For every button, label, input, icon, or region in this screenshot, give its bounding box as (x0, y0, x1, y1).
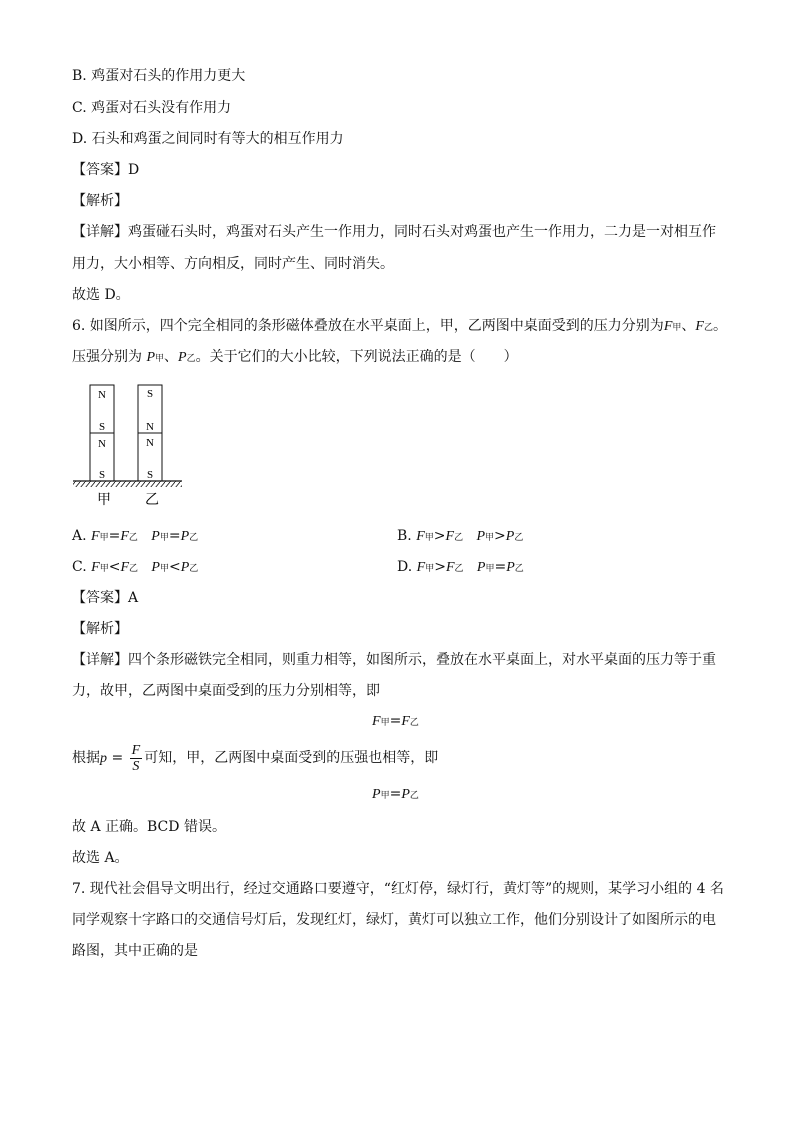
relation: > (434, 559, 446, 575)
answer-tag: 【答案】 (72, 162, 128, 178)
pole-right-top-upper: S (146, 388, 154, 400)
subscript-jia: 甲 (424, 533, 434, 543)
fraction-numerator: F (131, 742, 141, 758)
option-c-q6 (72, 557, 198, 579)
relation: = (389, 786, 402, 802)
option-label: A. (72, 528, 87, 544)
symbol-f: F (120, 560, 129, 575)
pressure-formula-line (72, 738, 438, 779)
separator: 、 (681, 318, 696, 334)
relation: < (108, 559, 121, 575)
table-hatch (73, 481, 182, 487)
answer-value: A (128, 590, 139, 606)
subscript-yi: 乙 (514, 533, 524, 543)
detail-tag: 【详解】 (72, 224, 128, 240)
symbol-f: F (401, 714, 410, 729)
q6-stem-line-1 (72, 316, 727, 338)
answer-line (72, 160, 139, 180)
relation: < (168, 559, 181, 575)
pole-left-top-upper: N (98, 389, 106, 401)
symbol-f: F (445, 529, 455, 544)
formula-suffix: 可知，甲，乙两图中桌面受到的压强也相等，即 (144, 750, 439, 766)
symbol-f: F (372, 714, 381, 729)
detail-text: 四个条形磁铁完全相同，则重力相等，如图所示，叠放在水平桌面上，对水平桌面的压力等于重 (128, 652, 716, 668)
symbol-p: P (180, 529, 190, 544)
relation: = (108, 528, 121, 544)
detail-tag: 【详解】 (72, 652, 128, 668)
symbol-p: P (151, 529, 160, 544)
q6-detail-line-2: 力，故甲，乙两图中桌面受到的压力分别相等，即 (72, 683, 380, 699)
relation: = (494, 559, 507, 575)
subscript-yi: 乙 (409, 718, 419, 728)
symbol-f: F (120, 529, 129, 544)
pole-right-bottom-upper: N (146, 437, 154, 449)
subscript-jia: 甲 (380, 791, 390, 801)
subscript-jia: 甲 (99, 564, 109, 574)
detail-text: 鸡蛋碰石头时，鸡蛋对石头产生一作用力，同时石头对鸡蛋也产生一作用力，二力是一对相互作 (128, 224, 716, 240)
symbol-p: P (476, 529, 486, 544)
label-yi: 乙 (145, 493, 159, 508)
q7-line-1: 7. 现代社会倡导文明出行，经过交通路口要遵守，“红灯停，绿灯行，黄灯等”的规则，某学习小组的 4 名 (72, 881, 724, 897)
symbol-p: P (372, 787, 381, 802)
answer-value: D (128, 162, 140, 178)
subscript-yi: 乙 (129, 564, 139, 574)
relation: > (494, 528, 506, 544)
option-label: C. (72, 559, 87, 575)
option-b-q6 (397, 526, 523, 548)
analysis-tag: 【解析】 (72, 193, 128, 209)
symbol-f: F (663, 319, 673, 334)
symbol-p: P (146, 350, 156, 365)
symbol-f: F (91, 560, 100, 575)
option-b: B. 鸡蛋对石头的作用力更大 (72, 68, 246, 84)
symbol-p: P (506, 560, 515, 575)
pole-left-top-lower: S (98, 421, 106, 433)
pole-right-bottom-lower: S (146, 469, 154, 481)
magnets-figure (70, 380, 190, 510)
pole-left-bottom-lower: S (98, 469, 106, 481)
q6-stem-text: 压强分别为 (72, 349, 142, 365)
separator: 、 (164, 349, 179, 365)
subscript-yi: 乙 (514, 564, 524, 574)
subscript-jia: 甲 (425, 564, 435, 574)
q6-analysis-tag: 【解析】 (72, 621, 128, 637)
subscript-yi: 乙 (409, 791, 419, 801)
label-jia: 甲 (97, 493, 111, 508)
equation-force (372, 713, 419, 730)
equation-pressure (372, 786, 419, 803)
subscript-jia: 甲 (672, 323, 682, 333)
subscript-yi: 乙 (189, 564, 199, 574)
subscript-yi: 乙 (128, 533, 138, 543)
conclusion: 故选 D。 (72, 287, 130, 303)
fraction-denominator: S (132, 758, 140, 774)
subscript-yi: 乙 (189, 533, 199, 543)
period: 。 (712, 318, 727, 334)
subscript-yi: 乙 (454, 564, 464, 574)
symbol-p: P (505, 529, 515, 544)
subscript-jia: 甲 (485, 533, 495, 543)
relation: = (389, 713, 402, 729)
pole-right-top-lower: N (146, 421, 154, 433)
option-c: C. 鸡蛋对石头没有作用力 (72, 100, 232, 116)
formula-prefix: 根据 (72, 750, 100, 766)
subscript-jia: 甲 (159, 564, 169, 574)
subscript-jia: 甲 (380, 718, 390, 728)
symbol-p: P (476, 560, 486, 575)
symbol-f: F (416, 560, 426, 575)
relation: > (433, 528, 446, 544)
subscript-jia: 甲 (159, 533, 169, 543)
subscript-jia: 甲 (485, 564, 495, 574)
option-label: B. (397, 528, 412, 544)
relation: = (168, 528, 181, 544)
symbol-f: F (416, 529, 425, 544)
q6-conclusion-1: 故 A 正确。BCD 错误。 (72, 819, 226, 835)
option-d: D. 石头和鸡蛋之间同时有等大的相互作用力 (72, 131, 344, 147)
symbol-f: F (445, 560, 455, 575)
subscript-jia: 甲 (155, 354, 165, 364)
option-d-q6 (397, 557, 524, 579)
symbol-p: P (180, 560, 190, 575)
symbol-f: F (91, 529, 100, 544)
subscript-yi: 乙 (454, 533, 464, 543)
q6-conclusion-2: 故选 A。 (72, 850, 129, 866)
symbol-f: F (695, 319, 704, 334)
detail-line-2: 用力，大小相等、方向相反，同时产生、同时消失。 (72, 256, 394, 272)
q7-line-3: 路图，其中正确的是 (72, 943, 198, 959)
q6-stem-text: 6. 如图所示，四个完全相同的条形磁体叠放在水平桌面上，甲，乙两图中桌面受到的压力分别为 (72, 318, 664, 334)
symbol-p: P (178, 350, 187, 365)
subscript-yi: 乙 (703, 323, 713, 333)
answer-tag: 【答案】 (72, 590, 128, 606)
subscript-jia: 甲 (99, 533, 109, 543)
subscript-yi: 乙 (186, 354, 196, 364)
q7-line-2: 同学观察十字路口的交通信号灯后，发现红灯，绿灯，黄灯可以独立工作，他们分别设计了如图所示的电 (72, 912, 716, 928)
formula-p: p (100, 751, 107, 766)
symbol-p: P (151, 560, 160, 575)
q6-detail-line-1 (72, 650, 716, 670)
q6-stem-line-2 (72, 347, 518, 369)
symbol-p: P (401, 787, 410, 802)
q6-answer-line (72, 588, 138, 608)
fraction (130, 743, 143, 774)
q6-stem-text: 。关于它们的大小比较，下列说法正确的是（ ） (195, 349, 518, 365)
pole-left-bottom-upper: N (98, 438, 106, 450)
detail-line (72, 222, 716, 242)
option-label: D. (397, 559, 413, 575)
option-a (72, 526, 198, 548)
formula-eq: = (107, 750, 128, 766)
